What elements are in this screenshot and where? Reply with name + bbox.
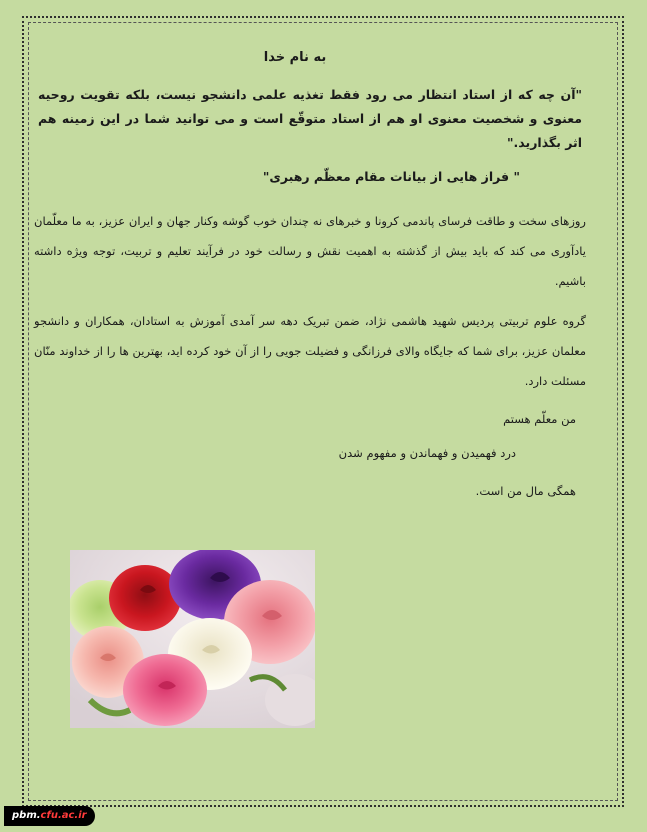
quote: "آن چه که از استاد انتظار می رود فقط تغذیه علمی دانشجو نیست، بلکه تقویت روحیه معنوی و شخصیت معنوی او هم از استاد متوقّع است و می توانید شما در این زمینه هم اثر بگذارید." — [38, 87, 582, 150]
poem-line-2: درد فهمیدن و فهماندن و مفهوم شدن — [338, 446, 516, 460]
paragraph-2: گروه علوم تربیتی پردیس شهید هاشمی نژاد، ضمن تبریک دهه سر آمدی آموزش به استادان، همکاران و دانشجو معلمان عزیز، برای شما که جایگاه والای فرزانگی و فضیلت جویی را از آن خود کرده اید، بهترین ها را از خداوند منّان مسئلت دارد. — [34, 314, 586, 388]
heading: به نام خدا — [263, 50, 327, 65]
watermark-prefix: pbm. — [12, 810, 41, 821]
quote-source: " فراز هایی از بیانات مقام معظّم رهبری" — [262, 169, 520, 184]
roses-photo — [70, 550, 315, 728]
site-watermark — [4, 806, 95, 826]
poem-line-1: من معلّم هستم — [503, 412, 576, 426]
roses-illustration — [70, 550, 315, 728]
poem-line-3: همگی مال من است. — [475, 484, 576, 498]
watermark-domain: cfu.ac.ir — [40, 810, 87, 821]
document-body — [34, 50, 586, 498]
paragraph-1: روزهای سخت و طاقت فرسای پاندمی کرونا و خبرهای نه چندان خوب گوشه وکنار جهان و ایران عزیز، به ما معلّمان یادآوری می کند که باید بیش از گذشته به اهمیت نقش و رسالت خود در فرآیند تعلیم و تربیت، توجه ویژه داشته باشیم. — [34, 214, 586, 288]
